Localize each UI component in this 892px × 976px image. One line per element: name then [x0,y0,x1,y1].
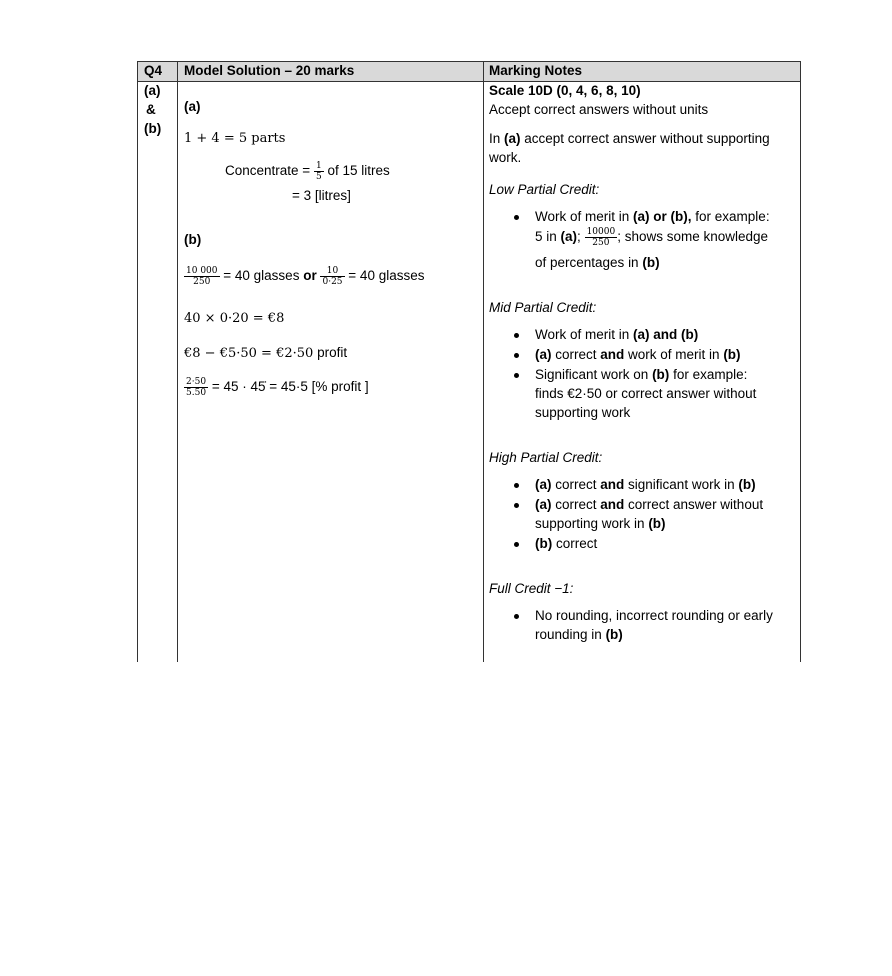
frac-den: 5 [315,172,322,182]
bold-text: (a) [535,497,552,512]
solution-concentrate-line [225,161,390,182]
bold-text: (a) or (b), [633,209,692,224]
header-top-right [483,61,801,62]
text: work of merit in [624,347,724,362]
low-credit-line-1 [535,209,770,224]
text: correct answer without [624,497,764,512]
fraction-10000-250 [184,266,220,287]
mid-credit-line-5: supporting work [535,405,631,420]
mid-credit-line-1 [535,327,698,342]
solution-equals-3: = 3 [litres] [292,188,351,203]
text: for example: [691,209,770,224]
text: Work of merit in [535,209,634,224]
in-a-bold: (a) [504,131,521,146]
scale-line: Scale 10D (0, 4, 6, 8, 10) [489,83,641,98]
table-right-border-header [800,61,801,81]
column-divider-1 [177,61,178,662]
text: correct [551,477,601,492]
frac-den: 5.50 [186,388,207,398]
bullet [514,542,519,547]
solution-part-a-label: (a) [184,99,201,114]
high-credit-line-2 [535,497,763,512]
bullet [514,353,519,358]
text: ; [577,229,581,245]
mid-credit-line-3 [535,367,747,382]
text: 5 in [535,229,561,245]
low-credit-line-3 [535,255,660,270]
low-partial-title: Low Partial Credit: [489,182,600,197]
in-a-note [489,129,794,167]
bold-text: (b) [642,255,660,270]
solution-glasses-line [184,266,424,287]
marking-scheme-table [137,61,801,662]
bullet [514,614,519,619]
question-part-a: (a) [144,83,161,98]
solution-parts-line: 1 + 4 = 5 parts [184,131,286,146]
text: ; shows some knowledge [617,229,769,245]
in-a-post: accept correct answer without supporting work. [489,131,770,165]
full-credit-line-1: No rounding, incorrect rounding or early [535,608,773,623]
text: Significant work on [535,367,653,382]
text: significant work in [624,477,739,492]
question-part-and: & [146,102,156,117]
concentrate-suffix: of 15 litres [327,163,390,179]
solution-percent-line [184,377,369,398]
bold-text: (b) [723,347,741,362]
column-divider-2 [483,61,484,662]
bullet [514,373,519,378]
mid-credit-line-2 [535,347,741,362]
bullet [514,483,519,488]
header-model-solution: Model Solution – 20 marks [184,63,355,78]
text: of percentages in [535,255,643,270]
low-credit-line-2 [535,227,768,248]
bullet [514,503,519,508]
concentrate-prefix: Concentrate = [225,163,314,179]
table-left-border [137,61,138,662]
in-a-pre: In [489,131,505,146]
fraction-250-550 [184,377,208,398]
or-word: or [303,268,317,284]
high-credit-line-4 [535,536,597,551]
frac-den: 250 [193,277,211,287]
text: correct [551,347,601,362]
question-part-b: (b) [144,121,162,136]
profit-word: profit [317,345,348,360]
bold-text: (b) [605,627,623,642]
frac-num: 2·50 [186,377,207,387]
bullet [514,215,519,220]
frac-den: 250 [592,238,610,248]
bold-text: and [600,347,625,362]
frac-num: 10 [320,266,344,277]
text: rounding in [535,627,606,642]
glasses-result-1: = 40 glasses [223,268,300,284]
bold-text: (a) [535,347,552,362]
bold-text: (a) [535,477,552,492]
fraction-10-025 [320,266,344,287]
bold-text: (b) [535,536,553,551]
header-bottom-border [137,81,801,82]
text: correct [552,536,598,551]
profit-calc: €8 − €5·50 = €2·50 [184,346,314,361]
high-credit-line-1 [535,477,756,492]
text: correct [551,497,601,512]
bold-text: (b) [652,367,670,382]
frac-den: 0·25 [322,277,343,287]
text: for example: [669,367,748,382]
solution-price-line: 40 × 0·20 = €8 [184,311,285,326]
full-credit-line-2 [535,627,623,642]
table-right-border [800,81,801,662]
bullet [514,333,519,338]
bold-text: and [600,497,625,512]
bold-text: (b) [648,516,666,531]
fraction-one-fifth [314,161,324,182]
full-credit-title: Full Credit −1: [489,581,574,596]
frac-num: 10 000 [186,266,218,276]
text: supporting work in [535,516,649,531]
percent-result: = 45 · 45̇ = 45·5 [% profit ] [211,379,369,395]
glasses-result-2: = 40 glasses [348,268,425,284]
high-credit-line-3 [535,516,666,531]
header-marking-notes: Marking Notes [489,63,583,78]
solution-part-b-label: (b) [184,232,202,247]
frac-num: 1 [315,161,322,171]
mid-credit-line-4: finds €2·50 or correct answer without [535,386,757,401]
accept-line: Accept correct answers without units [489,102,709,117]
high-partial-title: High Partial Credit: [489,450,603,465]
bold-text: (a) [560,229,578,245]
solution-profit-line [184,345,347,361]
header-question: Q4 [144,63,163,78]
bold-text: and [600,477,625,492]
frac-num: 10000 [586,227,616,237]
mid-partial-title: Mid Partial Credit: [489,300,597,315]
bold-text: (a) and (b) [633,327,699,342]
text: Work of merit in [535,327,634,342]
bold-text: (b) [738,477,756,492]
fraction-10000-250-notes [585,227,618,248]
